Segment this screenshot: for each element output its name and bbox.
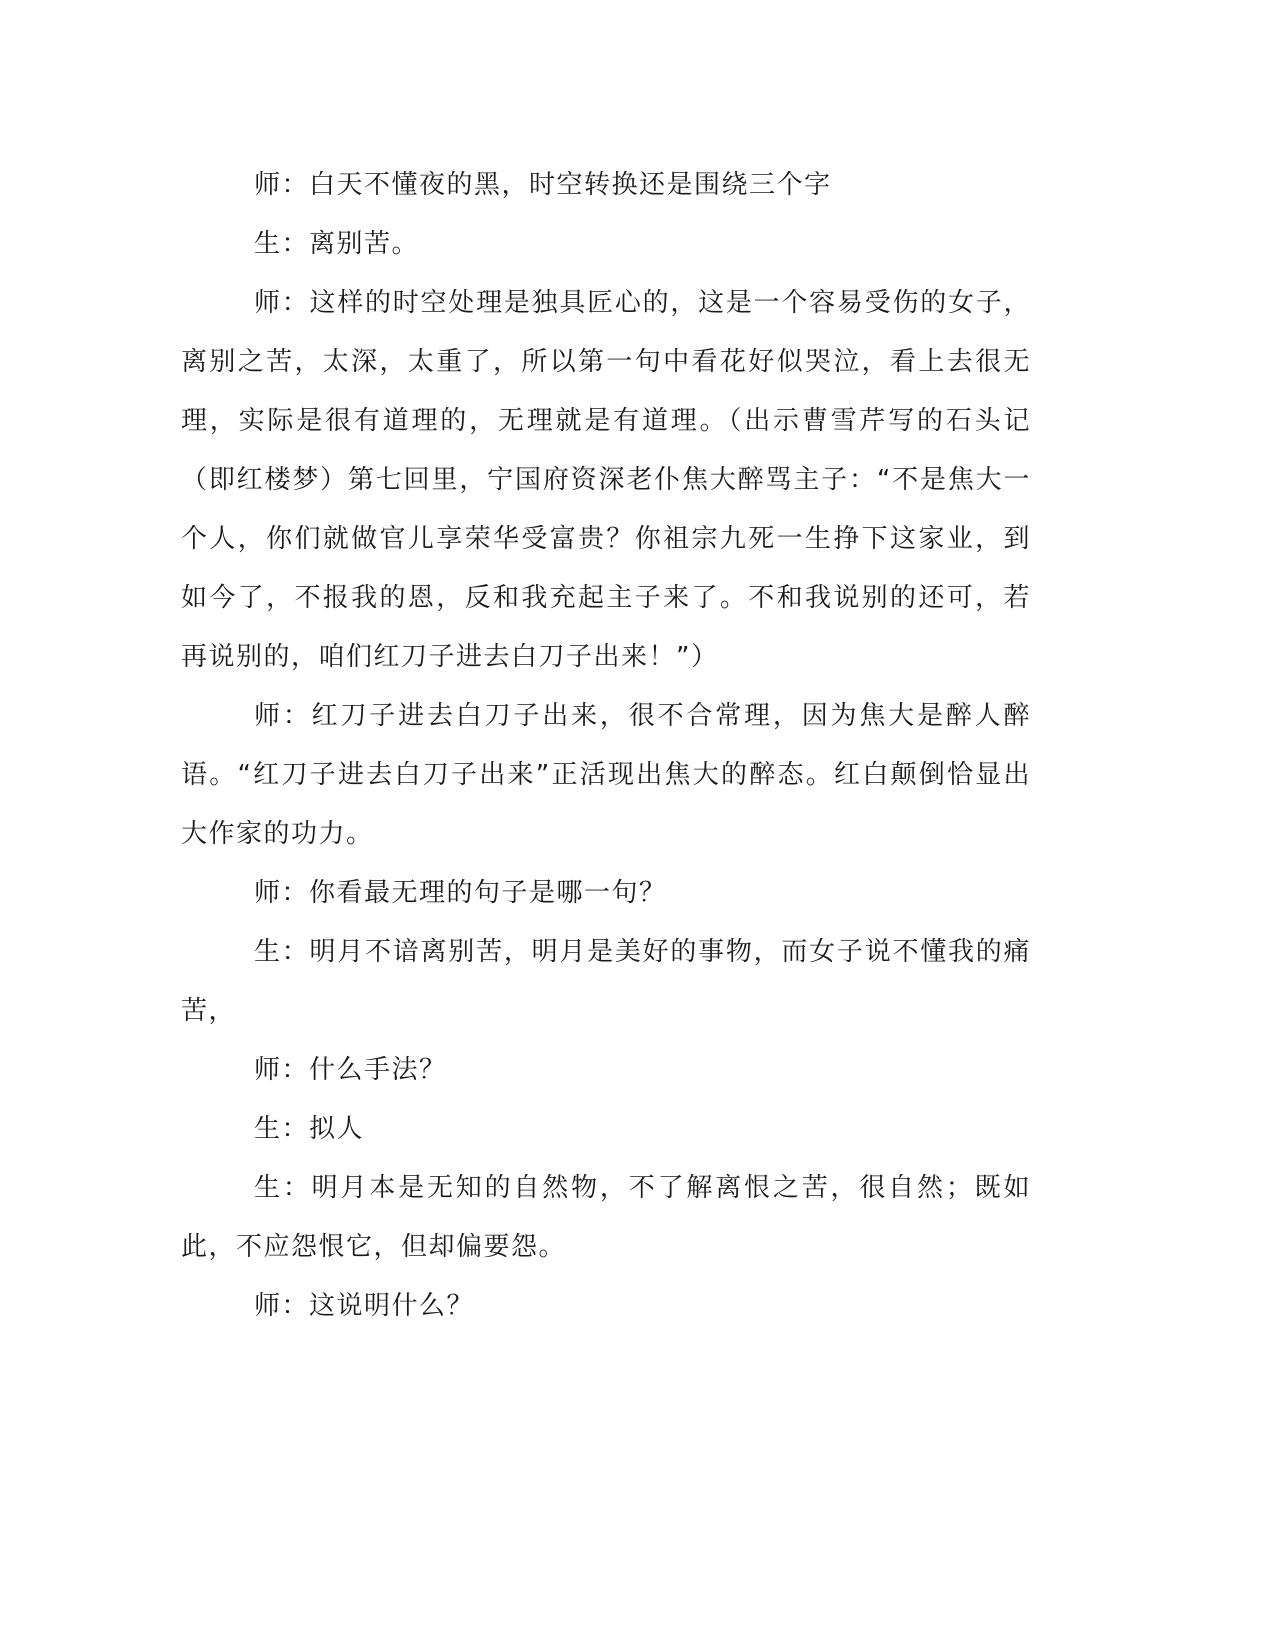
paragraph-teacher-2: 师：这样的时空处理是独具匠心的，这是一个容易受伤的女子，离别之苦，太深，太重了，所以第一句中看花好似哭泣，看上去很无理，实际是很有道理的，无理就是有道理。（出示曹雪芹写的石头记（即红楼梦）第七回里，宁国府资深老仆焦大醉骂主子：“不是焦大一个人，你们就做官儿享荣华受富贵？你祖宗九死一生挣下这家业，到如今了，不报我的恩，反和我充起主子来了。不和我说别的还可，若再说别的，咱们红刀子进去白刀子出来！”）: [181, 288, 1031, 672]
paragraph-student-4: 生：明月本是无知的自然物，不了解离恨之苦，很自然；既如此，不应怨恨它，但却偏要怨。: [181, 1173, 1031, 1262]
document-body: [181, 156, 1031, 1336]
paragraph-student-2: 生：明月不谙离别苦，明月是美好的事物，而女子说不懂我的痛苦，: [181, 937, 1031, 1026]
paragraph-teacher-1: 师：白天不懂夜的黑，时空转换还是围绕三个字: [254, 170, 832, 200]
paragraph-student-3: 生：拟人: [254, 1114, 365, 1144]
paragraph-teacher-3: 师：红刀子进去白刀子出来，很不合常理，因为焦大是醉人醉语。“红刀子进去白刀子出来”正活现出焦大的醉态。红白颠倒恰显出大作家的功力。: [181, 701, 1031, 849]
paragraph-teacher-4: 师：你看最无理的句子是哪一句？: [254, 878, 667, 908]
paragraph-student-1: 生：离别苦。: [254, 229, 420, 259]
paragraph-teacher-6: 师：这说明什么？: [254, 1291, 475, 1321]
paragraph-teacher-5: 师：什么手法？: [254, 1055, 447, 1085]
